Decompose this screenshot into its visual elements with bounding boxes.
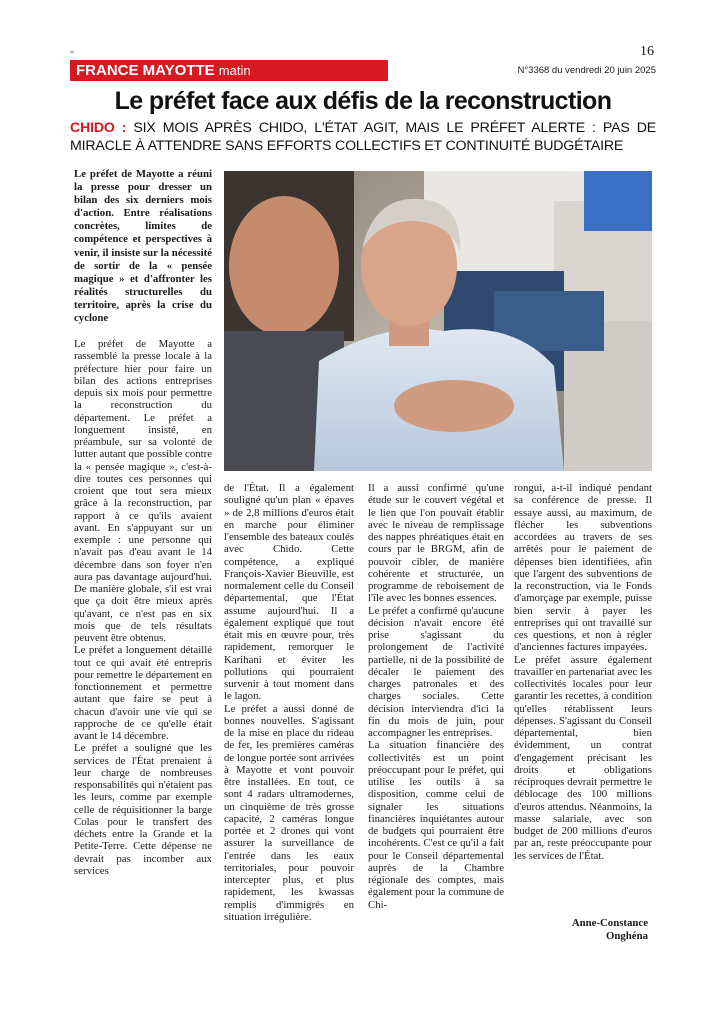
paragraph: rongui, a-t-il indiqué pendant sa conférence de presse. Il essaye aussi, au maximum, de flécher les subventions accordées au travers de ses arrêtés pour le paiement de dépenses bien identifiées, afin que l'argent des subventions de la reconstruction, via le Fonds d'amorçage par exemple, puisse bien servir à payer les entreprises qui ont travaillé sur ces questions, et non à régler d'anciennes factures impayées.: [514, 482, 652, 654]
column-4: [514, 482, 652, 862]
paragraph: Le préfet a longuement détaillé tout ce qui avait été entrepris pour remettre le département en fonctionnement et permettre autant que faire se peut à chacun d'avoir une vie qui se rapproche de ce qu'elle était avant le 14 décembre.: [74, 644, 212, 742]
paragraph: Le préfet a souligné que les services de l'État prenaient à leur charge de nombreuses responsabilités qui n'étaient pas les leurs, comme par exemple celle de réquisitionner la barge Colas pour le transfert des déchets entre la Grande et la Petite-Terre. Cette dépense ne devrait pas incomber aux services: [74, 742, 212, 877]
subheadline: [70, 119, 656, 155]
lead-paragraph: Le préfet de Mayotte a réuni la presse pour dresser un bilan des six derniers mois d'action. Entre réalisations concrètes, limites de compétence et perspectives à venir, il insiste sur la nécessité de sortir de la « pensée magique » et d'affronter les réalités structurelles du territoire, après la crise du cyclone: [74, 168, 212, 325]
photo-illustration: [224, 171, 652, 471]
issue-info: N°3368 du vendredi 20 juin 2025: [517, 65, 656, 76]
article-photo: [224, 171, 652, 471]
masthead-banner: [70, 60, 388, 81]
subhead-text: SIX MOIS APRÈS CHIDO, L'ÉTAT AGIT, MAIS LE PRÉFET ALERTE : PAS DE MIRACLE À ATTENDRE SANS EFFORTS COLLECTIFS ET CONTINUITÉ BUDGÉTAIRE: [70, 120, 657, 154]
paragraph: Le préfet assure également travailler en partenariat avec les collectivités locales pour leur garantir les recettes, à condition qu'elles rétablissent leurs dépenses. S'agissant du Conseil départemental, bien évidemment, un contrat d'engagement précisant les droits et obligations réciproques devrait permettre le déblocage des 100 millions d'euros attendus. Néanmoins, la masse salariale, avec son budget de 200 millions d'euros par an, reste préoccupante pour les services de l'État.: [514, 653, 652, 862]
author-last-name: Onghéna: [605, 930, 648, 942]
column-1: [74, 338, 212, 877]
masthead-brand: FRANCE MAYOTTE: [76, 62, 215, 79]
headline: Le préfet face aux défis de la reconstruction: [114, 87, 612, 115]
column-3: [368, 482, 504, 911]
column-2: [224, 482, 354, 923]
page-number: 16: [640, 44, 654, 59]
page-dash: -: [70, 44, 74, 58]
subhead-kicker: CHIDO :: [70, 120, 127, 136]
paragraph: La situation financière des collectivités est un point préoccupant pour le préfet, qui utilise les outils à sa disposition, comme celui de signaler les situations financières inquiétantes autour de budgets qui pourraient être incohérents. C'est ce qu'il a fait pour le Conseil départemental auprès de la Chambre régionale des comptes, mais également pour la commune de Chi-: [368, 739, 504, 911]
author-signature: [514, 917, 648, 943]
paragraph: Le préfet a aussi donné de bonnes nouvelles. S'agissant de la mise en place du rideau de fer, les premières caméras de longue portée sont arrivées à Mayotte et vont pouvoir être installées. En tout, ce sont 4 radars ultramodernes, un cinquième de très grosse capacité, 2 caméras longue portée et 2 drones qui vont assurer la surveillance de l'entrée dans les eaux territoriales, pour pouvoir intercepter plus, et plus rapidement, les kwassas remplis d'immigrés en situation irrégulière.: [224, 702, 354, 923]
author-first-name: Anne-Constance: [571, 917, 648, 929]
paragraph: Le préfet a confirmé qu'aucune décision n'avait encore été prise s'agissant du prolongement de l'activité partielle, ni de la possibilité de décaler le paiement des charges patronales et des charges sociales. Cette décision interviendra d'ici la fin du mois de juin, pour accompagner les entreprises.: [368, 604, 504, 739]
paragraph: Il a aussi confirmé qu'une étude sur le couvert végétal et le lien que l'on pouvait établir avec le niveau de remplissage des nappes phréatiques était en cours par le BRGM, afin de pouvoir cibler, de manière cohérente et structurée, un programme de reboisement de l'île avec les bonnes essences.: [368, 482, 504, 605]
paragraph: de l'État. Il a également souligné qu'un plan « épaves » de 2,8 millions d'euros était en marche pour éliminer l'ensemble des bateaux coulés avec Chido. Cette compétence, a expliqué François-Xavier Bieuville, est normalement celle du Conseil départemental, que l'État assume aujourd'hui. Il a également expliqué que tout était mis en œuvre pour, très rapidement, remorquer le Karihani et éviter les pollutions qui pourraient survenir à tout moment dans le lagon.: [224, 482, 354, 703]
paragraph: Le préfet de Mayotte a rassemblé la presse locale à la préfecture hier pour faire un bilan des actions entreprises depuis six mois pour permettre la reconstruction du département. Le préfet a longuement insisté, en préambule, sur sa volonté de lutter autant que possible contre la « pensée magique », c'est-à-dire toutes ces personnes qui croient que tout sera mieux grâce à la reconstruction, par rapport à ce qu'ils avaient avant. En s'appuyant sur un exemple : une personne qui n'avait pas d'eau avant le 14 décembre dans son foyer n'en aura pas davantage aujourd'hui. De manière globale, s'il est vrai que ça doit être mieux après qu'avant, ce n'est pas en six mois que de tels résultats peuvent être obtenus.: [74, 338, 212, 644]
masthead-brand-suffix: matin: [218, 63, 251, 78]
